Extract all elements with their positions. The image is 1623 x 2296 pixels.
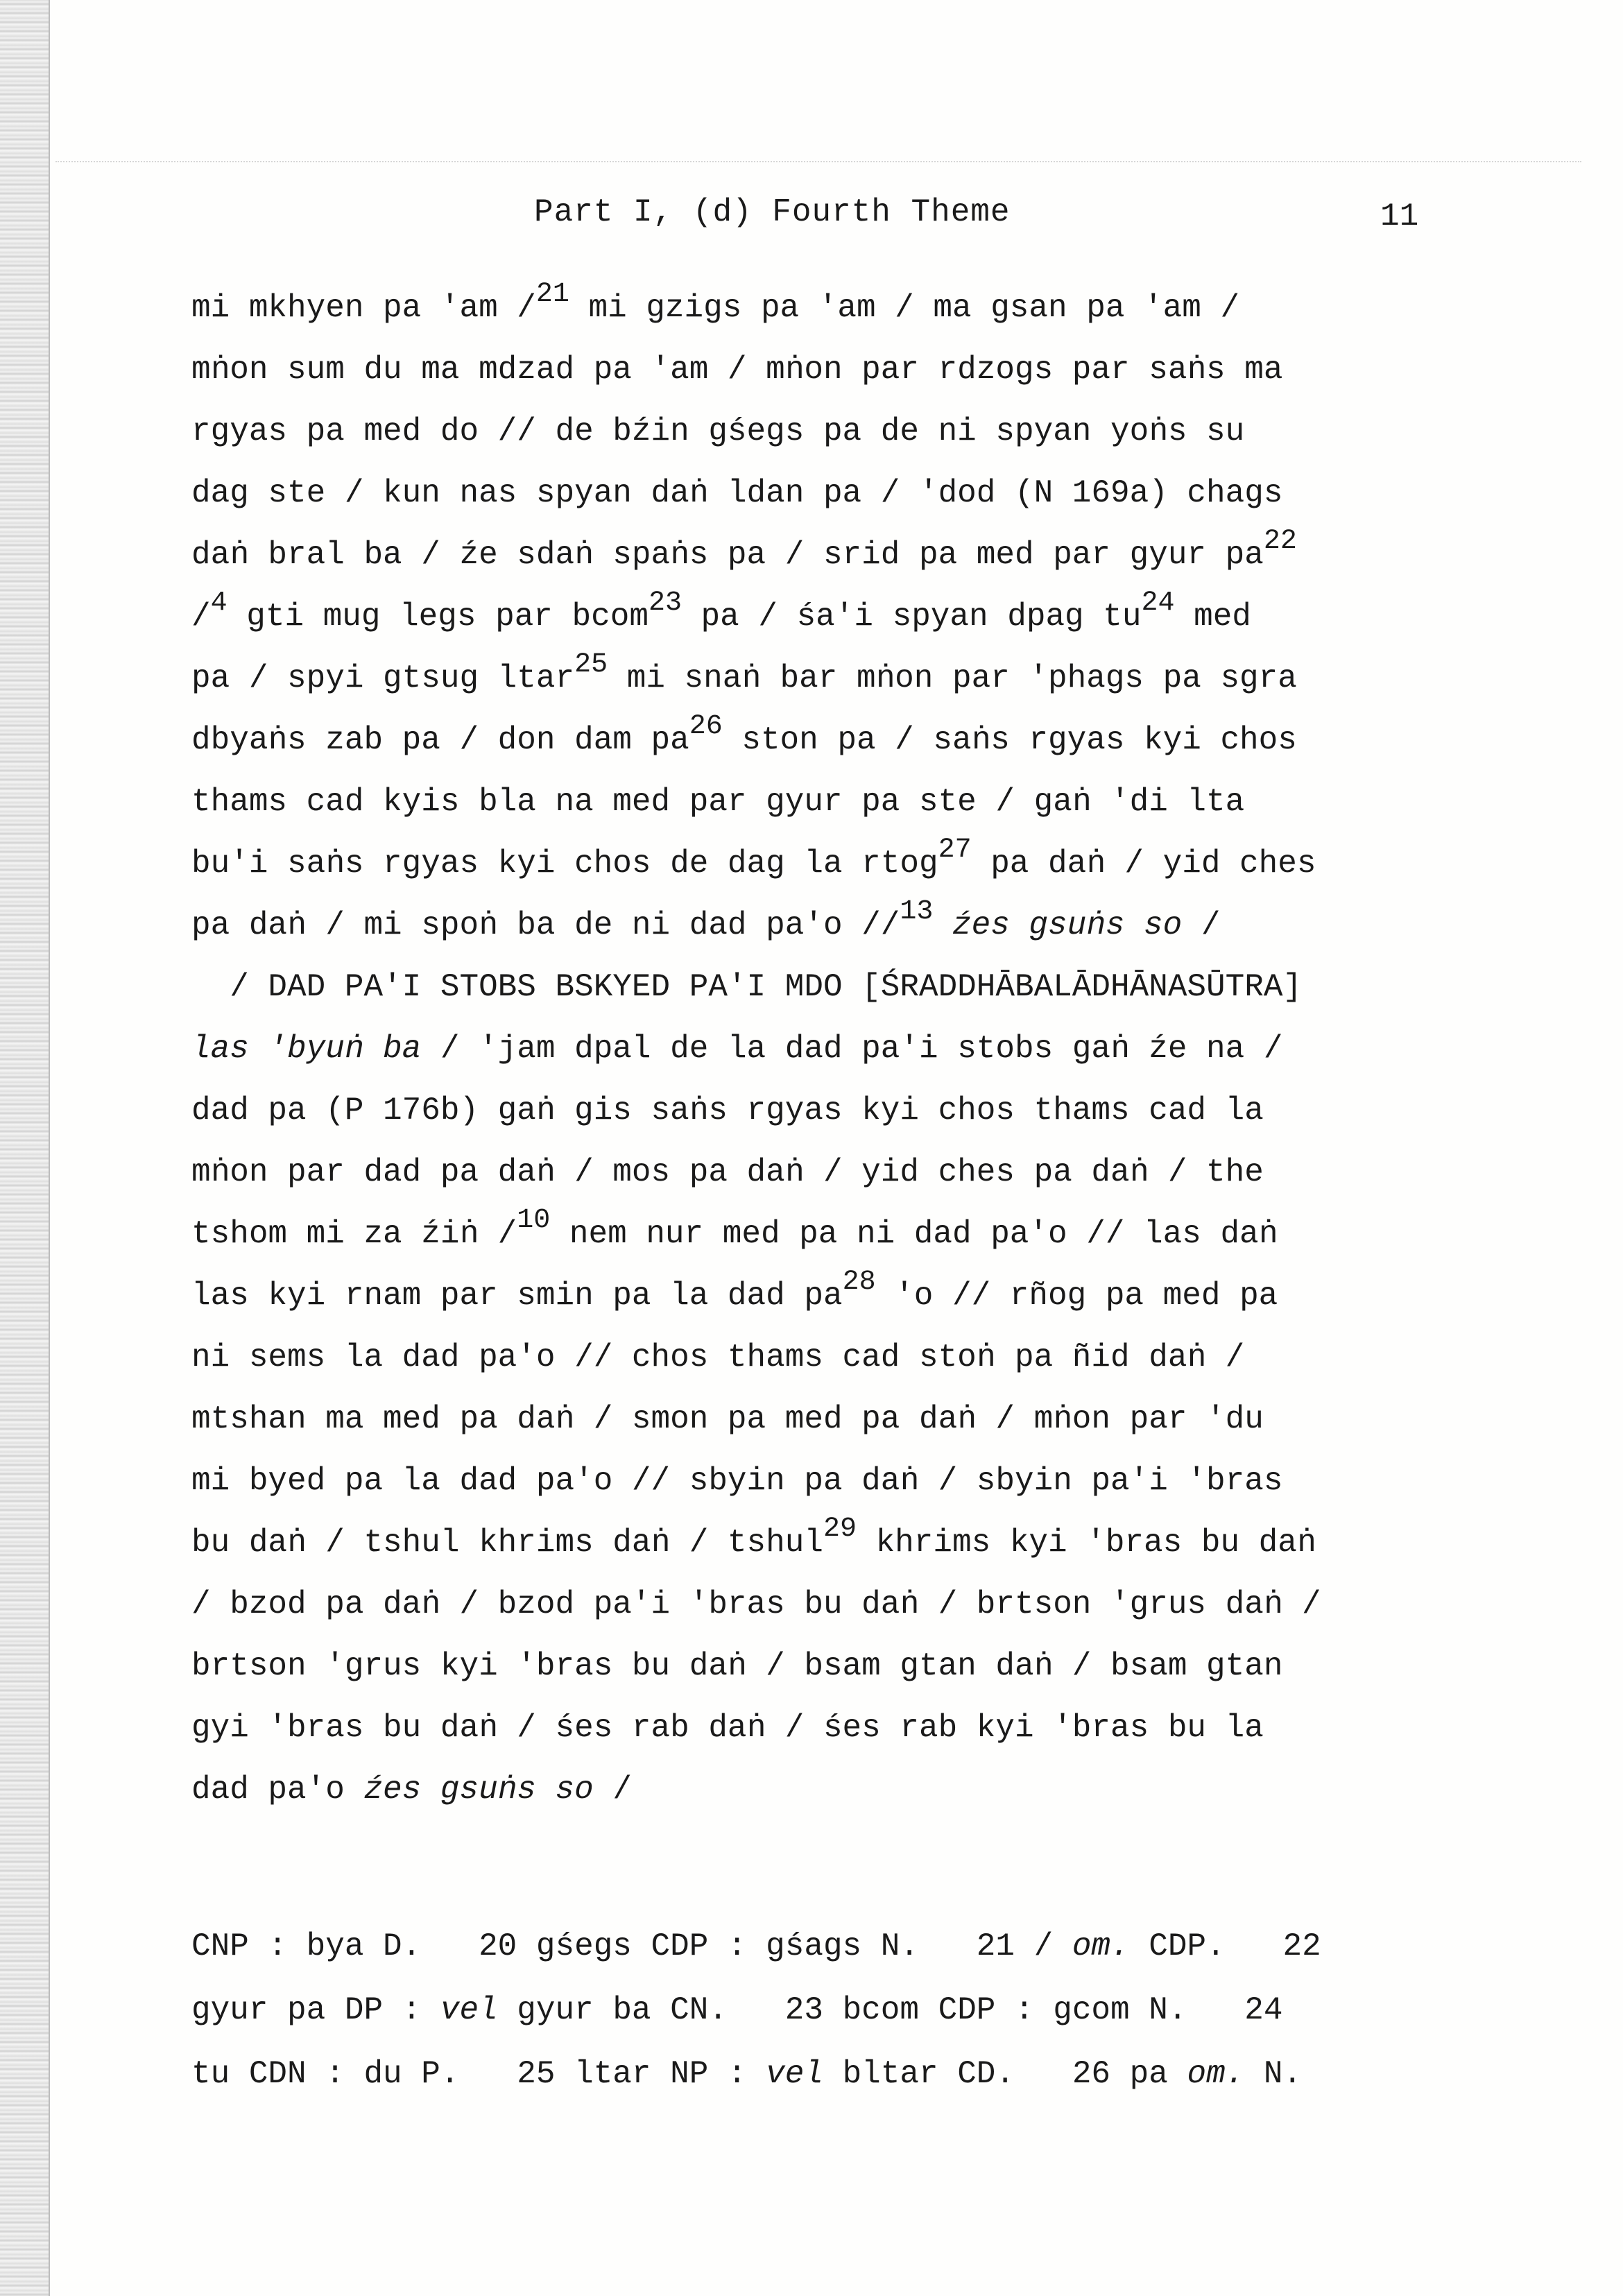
text-run: /: [191, 599, 211, 635]
text-run: gyur ba CN. 23 bcom CDP : gcom N. 24: [497, 1992, 1283, 2028]
text-line: [191, 1389, 1523, 1450]
footnotes: [191, 1914, 1523, 2106]
text-run: dad pa (P 176b) gaṅ gis saṅs rgyas kyi chos thams cad la: [191, 1093, 1264, 1129]
text-run: N.: [1244, 2056, 1303, 2092]
text-run: pa / śa'i spyan dpag tu: [681, 599, 1142, 635]
text-line: [191, 1636, 1523, 1697]
text-line: [191, 1327, 1523, 1389]
footnote-line: [191, 1978, 1523, 2042]
italic-text: vel: [440, 1992, 498, 2028]
text-line: [191, 401, 1523, 463]
footnote-line: [191, 2042, 1523, 2106]
text-line: [191, 895, 1523, 957]
body-text: [191, 277, 1523, 1821]
text-run: pa / spyi gtsug ltar: [191, 660, 575, 696]
text-run: CDP. 22: [1129, 1928, 1321, 1964]
text-run: brtson 'grus kyi 'bras bu daṅ / bsam gtan daṅ / bsam gtan: [191, 1648, 1283, 1684]
text-run: ni sems la dad pa'o // chos thams cad stoṅ pa ñid daṅ /: [191, 1339, 1245, 1376]
text-line: [191, 1512, 1523, 1574]
text-run: / bzod pa daṅ / bzod pa'i 'bras bu daṅ / brtson 'grus daṅ /: [191, 1586, 1321, 1622]
italic-text: źes gsuṅs so: [952, 907, 1183, 943]
text-line: [191, 1265, 1523, 1327]
text-run: thams cad kyis bla na med par gyur pa ste / gaṅ 'di lta: [191, 784, 1245, 820]
footnote-marker: 27: [938, 834, 972, 866]
italic-text: źes gsuṅs so: [363, 1772, 594, 1808]
text-run: gti mug legs par bcom: [227, 599, 649, 635]
text-line: [191, 710, 1523, 771]
text-line: [191, 1018, 1523, 1080]
text-line: [191, 463, 1523, 524]
italic-text: om.: [1187, 2056, 1245, 2092]
text-line: [191, 1574, 1523, 1636]
text-run: khrims kyi 'bras bu daṅ: [856, 1525, 1316, 1561]
text-run: dag ste / kun nas spyan daṅ ldan pa / 'dod (N 169a) chags: [191, 475, 1283, 511]
text-run: ston pa / saṅs rgyas kyi chos: [722, 722, 1297, 758]
text-run: mṅon par dad pa daṅ / mos pa daṅ / yid ches pa daṅ / the: [191, 1154, 1264, 1190]
text-run: / 'jam dpal de la dad pa'i stobs gaṅ źe na /: [421, 1031, 1283, 1067]
footnote-marker: 10: [517, 1204, 551, 1236]
footnote-marker: 29: [823, 1513, 857, 1545]
text-run: med: [1174, 599, 1251, 635]
text-line: [191, 1697, 1523, 1759]
text-run: dbyaṅs zab pa / don dam pa: [191, 722, 689, 758]
text-run: 'o // rñog pa med pa: [875, 1278, 1278, 1314]
text-run: nem nur med pa ni dad pa'o // las daṅ: [550, 1216, 1278, 1252]
footnote-marker: 24: [1141, 587, 1175, 619]
text-run: bu'i saṅs rgyas kyi chos de dag la rtog: [191, 846, 938, 882]
text-line: [191, 586, 1523, 648]
text-run: mi mkhyen pa 'am /: [191, 290, 536, 326]
text-line: [191, 524, 1523, 586]
footnote-marker: 28: [842, 1266, 876, 1298]
text-line: [191, 957, 1523, 1018]
footnote-marker: 13: [900, 896, 934, 927]
footnote-marker: 26: [689, 710, 723, 742]
text-run: daṅ bral ba / źe sdaṅ spaṅs pa / srid pa med par gyur pa: [191, 537, 1264, 573]
italic-text: vel: [766, 2056, 823, 2092]
footnote-marker: 22: [1263, 525, 1297, 557]
italic-text: om.: [1072, 1928, 1130, 1964]
text-run: dad pa'o: [191, 1772, 364, 1808]
scan-edge-artifact: [0, 0, 49, 2296]
text-line: [191, 648, 1523, 710]
text-line: [191, 1450, 1523, 1512]
text-run: mi gzigs pa 'am / ma gsan pa 'am /: [569, 290, 1240, 326]
text-run: pa daṅ / yid ches: [971, 846, 1316, 882]
scan-edge-line: [49, 0, 50, 2296]
text-run: tu CDN : du P. 25 ltar NP :: [191, 2056, 766, 2092]
text-run: /: [1182, 907, 1221, 943]
text-run: mṅon sum du ma mdzad pa 'am / mṅon par rdzogs par saṅs ma: [191, 352, 1283, 388]
footnote-marker: 21: [535, 278, 569, 310]
text-run: gyi 'bras bu daṅ / śes rab daṅ / śes rab kyi 'bras bu la: [191, 1710, 1264, 1746]
text-line: [191, 1142, 1523, 1203]
text-line: [191, 339, 1523, 401]
text-run: tshom mi za źiṅ /: [191, 1216, 517, 1252]
text-line: [191, 771, 1523, 833]
footnote-marker: 4: [210, 587, 227, 619]
text-line: [191, 1080, 1523, 1142]
text-line: [191, 277, 1523, 339]
text-line: [191, 833, 1523, 895]
scan-dotted-rule: [55, 161, 1581, 162]
running-head: Part I, (d) Fourth Theme: [534, 194, 1011, 230]
text-line: [191, 1203, 1523, 1265]
text-run: mi byed pa la dad pa'o // sbyin pa daṅ / sbyin pa'i 'bras: [191, 1463, 1283, 1499]
text-run: / DAD PA'I STOBS BSKYED PA'I MDO [ŚRADDHĀBALĀDHĀNASŪTRA]: [191, 969, 1303, 1005]
footnote-line: [191, 1914, 1523, 1978]
text-run: gyur pa DP :: [191, 1992, 440, 2028]
page-number: 11: [1380, 198, 1419, 234]
text-run: pa daṅ / mi spoṅ ba de ni dad pa'o //: [191, 907, 900, 943]
text-run: [933, 907, 952, 943]
italic-text: las 'byuṅ ba: [191, 1031, 422, 1067]
text-run: mtshan ma med pa daṅ / smon pa med pa daṅ / mṅon par 'du: [191, 1401, 1264, 1437]
footnote-marker: 25: [574, 649, 608, 680]
footnote-marker: 23: [648, 587, 682, 619]
text-run: rgyas pa med do // de bźin gśegs pa de ni spyan yoṅs su: [191, 413, 1245, 449]
text-run: bu daṅ / tshul khrims daṅ / tshul: [191, 1525, 823, 1561]
text-run: mi snaṅ bar mṅon par 'phags pa sgra: [608, 660, 1297, 696]
text-run: bltar CD. 26 pa: [823, 2056, 1187, 2092]
text-run: las kyi rnam par smin pa la dad pa: [191, 1278, 843, 1314]
text-run: /: [593, 1772, 632, 1808]
text-run: CNP : bya D. 20 gśegs CDP : gśags N. 21 /: [191, 1928, 1072, 1964]
text-line: [191, 1759, 1523, 1821]
